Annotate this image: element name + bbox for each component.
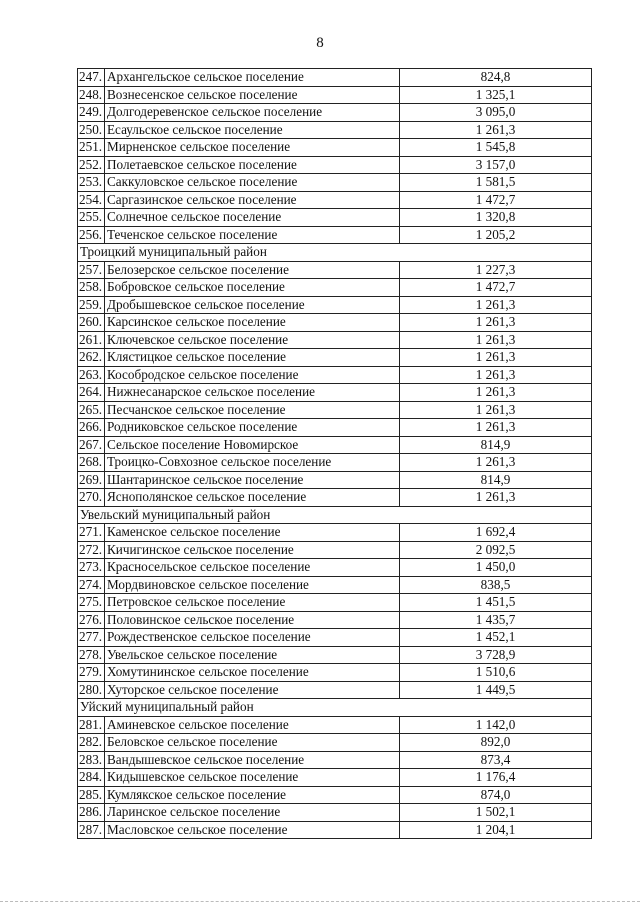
- amount-value: 3 157,0: [400, 156, 592, 174]
- table-row: [78, 716, 592, 734]
- row-number: 278.: [78, 646, 105, 664]
- settlements-table: [77, 68, 592, 839]
- amount-value: 1 435,7: [400, 611, 592, 629]
- settlement-name: Саккуловское сельское поселение: [105, 174, 400, 192]
- amount-value: 1 205,2: [400, 226, 592, 244]
- district-heading: Уйский муниципальный район: [78, 699, 592, 717]
- row-number: 256.: [78, 226, 105, 244]
- row-number: 284.: [78, 769, 105, 787]
- settlement-name: Петровское сельское поселение: [105, 594, 400, 612]
- settlement-name: Нижнесанарское сельское поселение: [105, 384, 400, 402]
- settlement-name: Сельское поселение Новомирское: [105, 436, 400, 454]
- amount-value: 1 176,4: [400, 769, 592, 787]
- table-row: [78, 314, 592, 332]
- amount-value: 1 261,3: [400, 401, 592, 419]
- amount-value: 1 325,1: [400, 86, 592, 104]
- settlement-name: Масловское сельское поселение: [105, 821, 400, 839]
- table-row: [78, 86, 592, 104]
- settlement-name: Увельское сельское поселение: [105, 646, 400, 664]
- amount-value: 3 728,9: [400, 646, 592, 664]
- row-number: 267.: [78, 436, 105, 454]
- table-body: [78, 69, 592, 839]
- row-number: 260.: [78, 314, 105, 332]
- page-number: 8: [316, 35, 324, 51]
- settlement-name: Солнечное сельское поселение: [105, 209, 400, 227]
- table-row: [78, 769, 592, 787]
- row-number: 263.: [78, 366, 105, 384]
- bottom-scan-edge: [0, 901, 640, 902]
- settlement-name: Яснополянское сельское поселение: [105, 489, 400, 507]
- row-number: 248.: [78, 86, 105, 104]
- table-row: [78, 174, 592, 192]
- amount-value: 1 581,5: [400, 174, 592, 192]
- amount-value: 1 452,1: [400, 629, 592, 647]
- row-number: 259.: [78, 296, 105, 314]
- row-number: 271.: [78, 524, 105, 542]
- table-row: [78, 366, 592, 384]
- amount-value: 1 261,3: [400, 331, 592, 349]
- row-number: 286.: [78, 804, 105, 822]
- row-number: 258.: [78, 279, 105, 297]
- amount-value: 814,9: [400, 471, 592, 489]
- amount-value: 838,5: [400, 576, 592, 594]
- table-row: [78, 104, 592, 122]
- settlement-name: Хуторское сельское поселение: [105, 681, 400, 699]
- row-number: 247.: [78, 69, 105, 87]
- amount-value: 1 261,3: [400, 419, 592, 437]
- row-number: 264.: [78, 384, 105, 402]
- table-row: [78, 156, 592, 174]
- table-row: [78, 681, 592, 699]
- table-row: [78, 524, 592, 542]
- settlement-name: Шантаринское сельское поселение: [105, 471, 400, 489]
- table-row: [78, 489, 592, 507]
- table-row: [78, 261, 592, 279]
- row-number: 283.: [78, 751, 105, 769]
- table-row: [78, 209, 592, 227]
- amount-value: 1 472,7: [400, 279, 592, 297]
- amount-value: 1 545,8: [400, 139, 592, 157]
- table-row: [78, 349, 592, 367]
- row-number: 274.: [78, 576, 105, 594]
- table-row: [78, 436, 592, 454]
- settlement-name: Мирненское сельское поселение: [105, 139, 400, 157]
- settlement-name: Ларинское сельское поселение: [105, 804, 400, 822]
- amount-value: 1 227,3: [400, 261, 592, 279]
- settlement-name: Саргазинское сельское поселение: [105, 191, 400, 209]
- row-number: 277.: [78, 629, 105, 647]
- row-number: 285.: [78, 786, 105, 804]
- row-number: 281.: [78, 716, 105, 734]
- settlement-name: Дробышевское сельское поселение: [105, 296, 400, 314]
- district-heading: Троицкий муниципальный район: [78, 244, 592, 262]
- amount-value: 814,9: [400, 436, 592, 454]
- table-row: [78, 559, 592, 577]
- settlement-name: Архангельское сельское поселение: [105, 69, 400, 87]
- table-row: [78, 646, 592, 664]
- table-row: [78, 541, 592, 559]
- amount-value: 1 142,0: [400, 716, 592, 734]
- settlement-name: Клястицкое сельское поселение: [105, 349, 400, 367]
- section-header-row: [78, 699, 592, 717]
- row-number: 272.: [78, 541, 105, 559]
- table-row: [78, 576, 592, 594]
- settlement-name: Кидышевское сельское поселение: [105, 769, 400, 787]
- table-row: [78, 401, 592, 419]
- settlement-name: Родниковское сельское поселение: [105, 419, 400, 437]
- table-row: [78, 121, 592, 139]
- amount-value: 1 451,5: [400, 594, 592, 612]
- row-number: 282.: [78, 734, 105, 752]
- amount-value: 1 692,4: [400, 524, 592, 542]
- settlement-name: Бобровское сельское поселение: [105, 279, 400, 297]
- table-row: [78, 734, 592, 752]
- table-row: [78, 821, 592, 839]
- row-number: 257.: [78, 261, 105, 279]
- amount-value: 1 510,6: [400, 664, 592, 682]
- table-row: [78, 331, 592, 349]
- row-number: 275.: [78, 594, 105, 612]
- table-row: [78, 471, 592, 489]
- settlement-name: Каменское сельское поселение: [105, 524, 400, 542]
- settlement-name: Половинское сельское поселение: [105, 611, 400, 629]
- amount-value: 1 261,3: [400, 349, 592, 367]
- amount-value: 1 261,3: [400, 489, 592, 507]
- table-row: [78, 226, 592, 244]
- amount-value: 2 092,5: [400, 541, 592, 559]
- amount-value: 1 502,1: [400, 804, 592, 822]
- row-number: 266.: [78, 419, 105, 437]
- amount-value: 1 449,5: [400, 681, 592, 699]
- row-number: 261.: [78, 331, 105, 349]
- row-number: 250.: [78, 121, 105, 139]
- settlement-name: Беловское сельское поселение: [105, 734, 400, 752]
- table-row: [78, 804, 592, 822]
- settlement-name: Теченское сельское поселение: [105, 226, 400, 244]
- row-number: 252.: [78, 156, 105, 174]
- amount-value: 1 261,3: [400, 296, 592, 314]
- row-number: 280.: [78, 681, 105, 699]
- amount-value: 1 261,3: [400, 454, 592, 472]
- table-row: [78, 594, 592, 612]
- amount-value: 1 261,3: [400, 314, 592, 332]
- table-row: [78, 279, 592, 297]
- amount-value: 1 450,0: [400, 559, 592, 577]
- amount-value: 1 472,7: [400, 191, 592, 209]
- table-row: [78, 629, 592, 647]
- table-row: [78, 664, 592, 682]
- table-row: [78, 139, 592, 157]
- row-number: 254.: [78, 191, 105, 209]
- table-row: [78, 384, 592, 402]
- row-number: 276.: [78, 611, 105, 629]
- row-number: 251.: [78, 139, 105, 157]
- row-number: 269.: [78, 471, 105, 489]
- settlement-name: Кособродское сельское поселение: [105, 366, 400, 384]
- amount-value: 1 261,3: [400, 366, 592, 384]
- amount-value: 892,0: [400, 734, 592, 752]
- table-row: [78, 69, 592, 87]
- row-number: 253.: [78, 174, 105, 192]
- settlement-name: Мордвиновское сельское поселение: [105, 576, 400, 594]
- amount-value: 1 320,8: [400, 209, 592, 227]
- settlement-name: Есаульское сельское поселение: [105, 121, 400, 139]
- settlement-name: Ключевское сельское поселение: [105, 331, 400, 349]
- settlement-name: Кичигинское сельское поселение: [105, 541, 400, 559]
- table-row: [78, 786, 592, 804]
- table-row: [78, 191, 592, 209]
- amount-value: 874,0: [400, 786, 592, 804]
- table-row: [78, 296, 592, 314]
- settlement-name: Троицко-Совхозное сельское поселение: [105, 454, 400, 472]
- row-number: 249.: [78, 104, 105, 122]
- amount-value: 1 204,1: [400, 821, 592, 839]
- settlement-name: Песчанское сельское поселение: [105, 401, 400, 419]
- row-number: 270.: [78, 489, 105, 507]
- settlement-name: Кумлякское сельское поселение: [105, 786, 400, 804]
- row-number: 279.: [78, 664, 105, 682]
- settlement-name: Красносельское сельское поселение: [105, 559, 400, 577]
- settlement-name: Белозерское сельское поселение: [105, 261, 400, 279]
- row-number: 265.: [78, 401, 105, 419]
- amount-value: 3 095,0: [400, 104, 592, 122]
- settlement-name: Рождественское сельское поселение: [105, 629, 400, 647]
- row-number: 262.: [78, 349, 105, 367]
- settlement-name: Вандышевское сельское поселение: [105, 751, 400, 769]
- table-row: [78, 751, 592, 769]
- section-header-row: [78, 506, 592, 524]
- table-row: [78, 611, 592, 629]
- table-row: [78, 454, 592, 472]
- amount-value: 824,8: [400, 69, 592, 87]
- settlement-name: Аминевское сельское поселение: [105, 716, 400, 734]
- row-number: 255.: [78, 209, 105, 227]
- section-header-row: [78, 244, 592, 262]
- settlement-name: Карсинское сельское поселение: [105, 314, 400, 332]
- row-number: 268.: [78, 454, 105, 472]
- settlement-name: Вознесенское сельское поселение: [105, 86, 400, 104]
- table-row: [78, 419, 592, 437]
- settlement-name: Полетаевское сельское поселение: [105, 156, 400, 174]
- district-heading: Увельский муниципальный район: [78, 506, 592, 524]
- settlement-name: Хомутининское сельское поселение: [105, 664, 400, 682]
- row-number: 273.: [78, 559, 105, 577]
- amount-value: 1 261,3: [400, 384, 592, 402]
- settlement-name: Долгодеревенское сельское поселение: [105, 104, 400, 122]
- row-number: 287.: [78, 821, 105, 839]
- amount-value: 873,4: [400, 751, 592, 769]
- amount-value: 1 261,3: [400, 121, 592, 139]
